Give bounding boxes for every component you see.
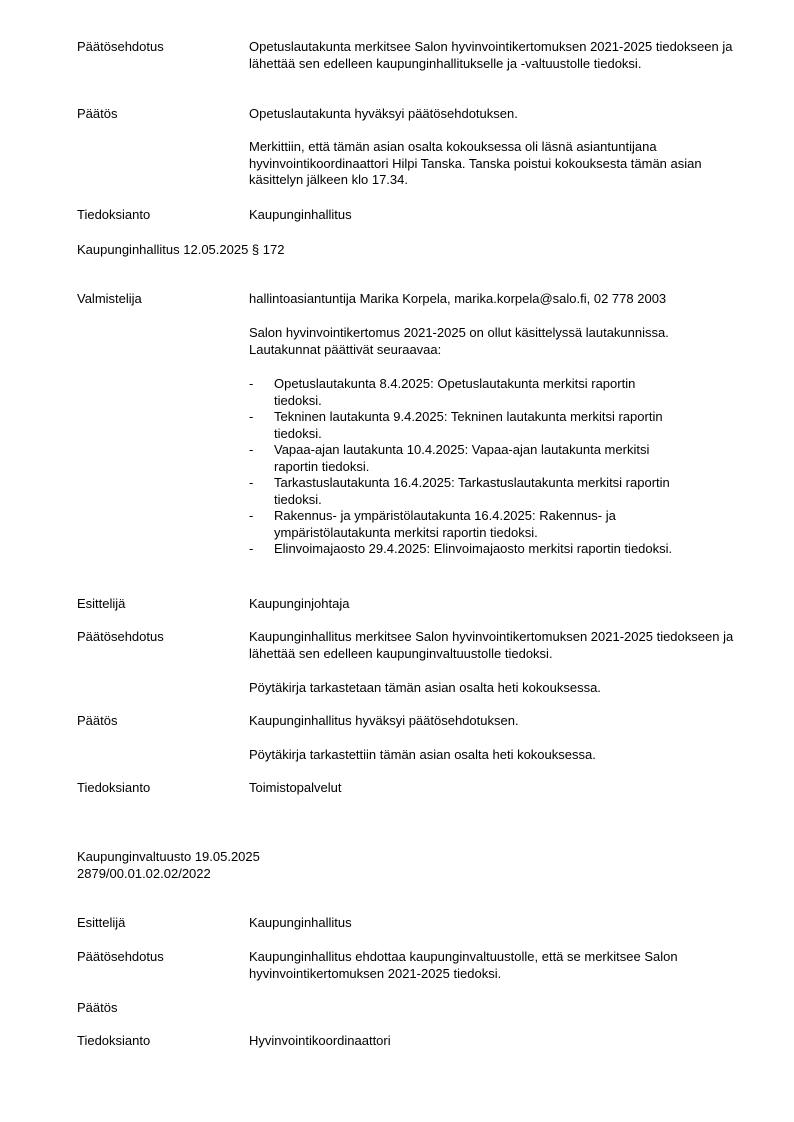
list-item: - Elinvoimajaosto 29.4.2025: Elinvoimajaosto merkitsi raportin tiedoksi. bbox=[249, 541, 673, 556]
s1-notice-label: Tiedoksianto bbox=[77, 207, 151, 222]
s2-preparer-label: Valmistelija bbox=[77, 291, 142, 306]
list-item-line1: Rakennus- ja ympäristölautakunta 16.4.2025: Rakennus- ja bbox=[274, 508, 616, 523]
s2-list-container bbox=[249, 376, 739, 558]
s1-proposal-text: Opetuslautakunta merkitsee Salon hyvinvointikertomuksen 2021-2025 tiedokseen ja lähettää sen edelleen kaupunginhallitukselle ja -valtuustolle tiedoksi. bbox=[249, 39, 733, 71]
s2-presenter-text: Kaupunginjohtaja bbox=[249, 596, 350, 611]
s2-decision-text: Kaupunginhallitus hyväksyi päätösehdotuksen. bbox=[249, 713, 519, 728]
s2-decision-label: Päätös bbox=[77, 713, 118, 728]
s3-proposal-label: Päätösehdotus bbox=[77, 949, 164, 964]
s2-preparer-text: hallintoasiantuntija Marika Korpela, marika.korpela@salo.fi, 02 778 2003 bbox=[249, 291, 667, 306]
list-item-line2: tiedoksi. bbox=[274, 491, 322, 507]
list-item: - Tarkastuslautakunta 16.4.2025: Tarkastuslautakunta merkitsi raportin tiedoksi. bbox=[249, 475, 670, 507]
s1-proposal-label: Päätösehdotus bbox=[77, 39, 164, 54]
list-item-line2: tiedoksi. bbox=[274, 392, 322, 408]
list-item-line1: Elinvoimajaosto 29.4.2025: Elinvoimajaosto merkitsi raportin tiedoksi. bbox=[274, 541, 673, 556]
s2-notice-text: Toimistopalvelut bbox=[249, 780, 342, 795]
s3-decision-label: Päätös bbox=[77, 1000, 118, 1015]
s1-decision-text: Opetuslautakunta hyväksyi päätösehdotuksen. bbox=[249, 106, 518, 121]
s2-intro: Salon hyvinvointikertomus 2021-2025 on ollut käsittelyssä lautakunnissa. Lautakunnat päättivät seuraavaa: bbox=[249, 325, 669, 357]
s3-notice-label: Tiedoksianto bbox=[77, 1033, 151, 1048]
s2-committee-list bbox=[249, 376, 739, 558]
list-item-line2: tiedoksi. bbox=[274, 425, 322, 441]
list-item-line2: ympäristölautakunta merkitsi raportin tiedoksi. bbox=[274, 524, 538, 540]
s3-presenter-text: Kaupunginhallitus bbox=[249, 915, 352, 930]
list-item: - Rakennus- ja ympäristölautakunta 16.4.2025: Rakennus- ja ympäristölautakunta merkitsi raportin tiedoksi. bbox=[249, 508, 616, 540]
list-item-line1: Opetuslautakunta 8.4.2025: Opetuslautakunta merkitsi raportin bbox=[274, 376, 636, 391]
s2-heading: Kaupunginhallitus 12.05.2025 § 172 bbox=[77, 242, 285, 257]
list-item-line1: Tekninen lautakunta 9.4.2025: Tekninen lautakunta merkitsi raportin bbox=[274, 409, 663, 424]
list-item: - Tekninen lautakunta 9.4.2025: Tekninen lautakunta merkitsi raportin tiedoksi. bbox=[249, 409, 663, 441]
list-item: - Vapaa-ajan lautakunta 10.4.2025: Vapaa-ajan lautakunta merkitsi raportin tiedoksi. bbox=[249, 442, 650, 474]
s2-decision-note: Pöytäkirja tarkastettiin tämän asian osalta heti kokouksessa. bbox=[249, 747, 596, 762]
s2-proposal-text: Kaupunginhallitus merkitsee Salon hyvinvointikertomuksen 2021-2025 tiedokseen ja lähettää sen edelleen kaupunginvaltuustolle tiedoksi. bbox=[249, 629, 734, 661]
s2-notice-label: Tiedoksianto bbox=[77, 780, 151, 795]
s1-decision-label: Päätös bbox=[77, 106, 118, 121]
list-item-line1: Tarkastuslautakunta 16.4.2025: Tarkastuslautakunta merkitsi raportin bbox=[274, 475, 670, 490]
s3-notice-text: Hyvinvointikoordinaattori bbox=[249, 1033, 391, 1048]
s3-heading: Kaupunginvaltuusto 19.05.2025 bbox=[77, 849, 260, 864]
list-item-line1: Vapaa-ajan lautakunta 10.4.2025: Vapaa-ajan lautakunta merkitsi bbox=[274, 442, 650, 457]
s3-record-id: 2879/00.01.02.02/2022 bbox=[77, 866, 211, 881]
s2-proposal-note: Pöytäkirja tarkastetaan tämän asian osalta heti kokouksessa. bbox=[249, 680, 601, 695]
s3-proposal-text: Kaupunginhallitus ehdottaa kaupunginvaltuustolle, että se merkitsee Salon hyvinvointikertomuksen 2021-2025 tiedoksi. bbox=[249, 949, 678, 981]
list-item: - Opetuslautakunta 8.4.2025: Opetuslautakunta merkitsi raportin tiedoksi. bbox=[249, 376, 636, 408]
list-item-line2: raportin tiedoksi. bbox=[274, 458, 370, 474]
s1-decision-note: Merkittiin, että tämän asian osalta kokouksessa oli läsnä asiantuntijana hyvinvointikoordinaattori Hilpi Tanska. Tanska poistui kokouksesta tämän asian käsittelyn jälkeen klo 17.34. bbox=[249, 139, 702, 187]
s3-presenter-label: Esittelijä bbox=[77, 915, 126, 930]
s1-notice-text: Kaupunginhallitus bbox=[249, 207, 352, 222]
s2-presenter-label: Esittelijä bbox=[77, 596, 126, 611]
s2-proposal-label: Päätösehdotus bbox=[77, 629, 164, 644]
